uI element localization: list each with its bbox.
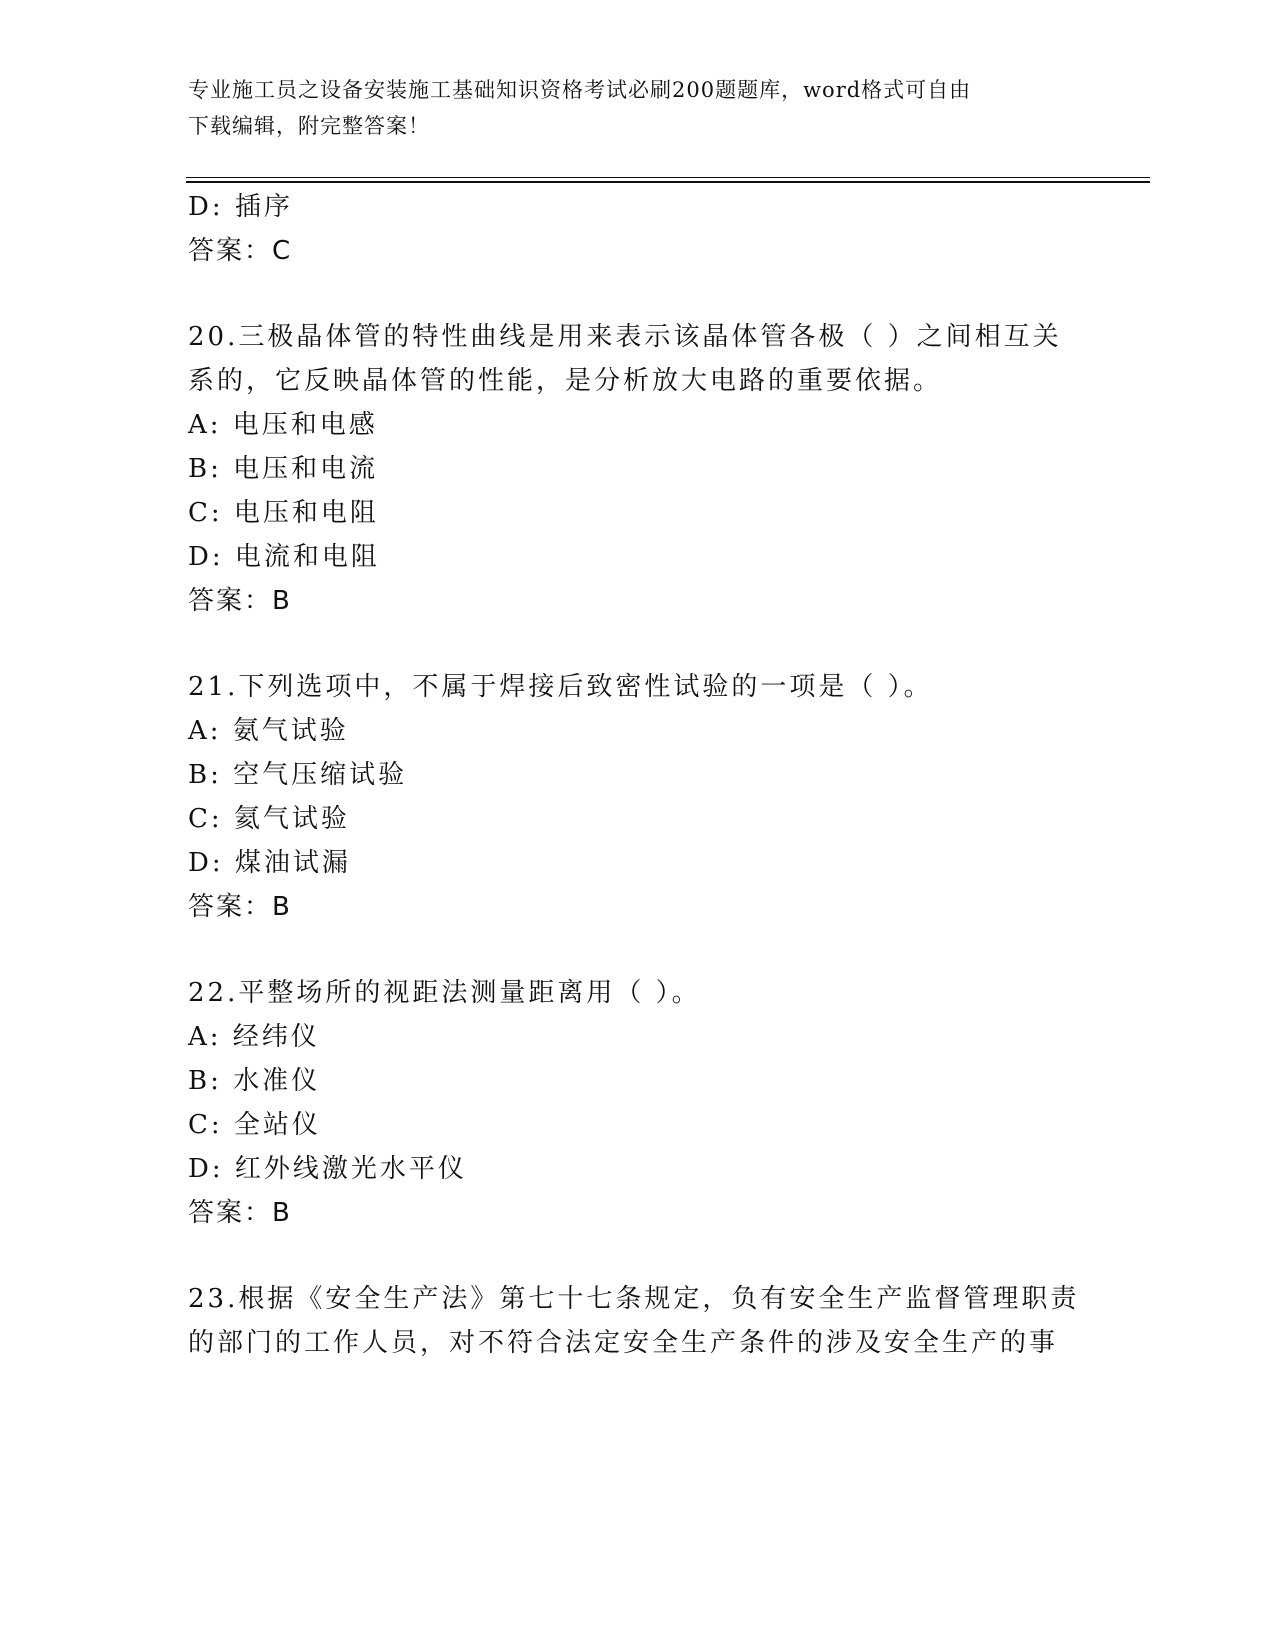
header-divider-thin (186, 177, 1150, 178)
q22-option-d: D: 红外线激光水平仪 (188, 1154, 467, 1184)
prev-answer: 答案：C (188, 236, 293, 266)
q22-answer: 答案：B (188, 1198, 292, 1228)
q20-option-a: A: 电压和电感 (188, 410, 378, 440)
q20-option-d: D: 电流和电阻 (188, 542, 380, 572)
q21-option-a: A: 氨气试验 (188, 716, 349, 746)
q21-option-d: D: 煤油试漏 (188, 848, 351, 878)
q20-stem-line-1: 20.三极晶体管的特性曲线是用来表示该晶体管各极（ ）之间相互关 (188, 322, 1062, 352)
q22-stem-line-1: 22.平整场所的视距法测量距离用（ ）。 (188, 978, 701, 1008)
q21-answer: 答案：B (188, 892, 292, 922)
q21-option-b: B: 空气压缩试验 (188, 760, 408, 790)
header-divider-thick (186, 181, 1150, 183)
prev-option-d: D: 插序 (188, 192, 293, 222)
q23-stem-line-1: 23.根据《安全生产法》第七十七条规定，负有安全生产监督管理职责 (188, 1284, 1080, 1314)
q22-option-a: A: 经纬仪 (188, 1022, 320, 1052)
q20-answer: 答案：B (188, 586, 292, 616)
document-header (188, 72, 1068, 144)
q23-stem-line-2: 的部门的工作人员，对不符合法定安全生产条件的涉及安全生产的事 (188, 1328, 1059, 1358)
q20-stem-line-2: 系的，它反映晶体管的性能，是分析放大电路的重要依据。 (188, 366, 943, 396)
q22-option-b: B: 水准仪 (188, 1066, 321, 1096)
header-line-2: 下载编辑，附完整答案！ (188, 114, 430, 138)
header-line-1: 专业施工员之设备安装施工基础知识资格考试必刷200题题库，word格式可自由 (188, 78, 972, 102)
q20-option-c: C: 电压和电阻 (188, 498, 379, 528)
q21-option-c: C: 氦气试验 (188, 804, 350, 834)
q22-option-c: C: 全站仪 (188, 1110, 321, 1140)
q21-stem-line-1: 21.下列选项中，不属于焊接后致密性试验的一项是（ ）。 (188, 672, 933, 702)
q20-option-b: B: 电压和电流 (188, 454, 379, 484)
